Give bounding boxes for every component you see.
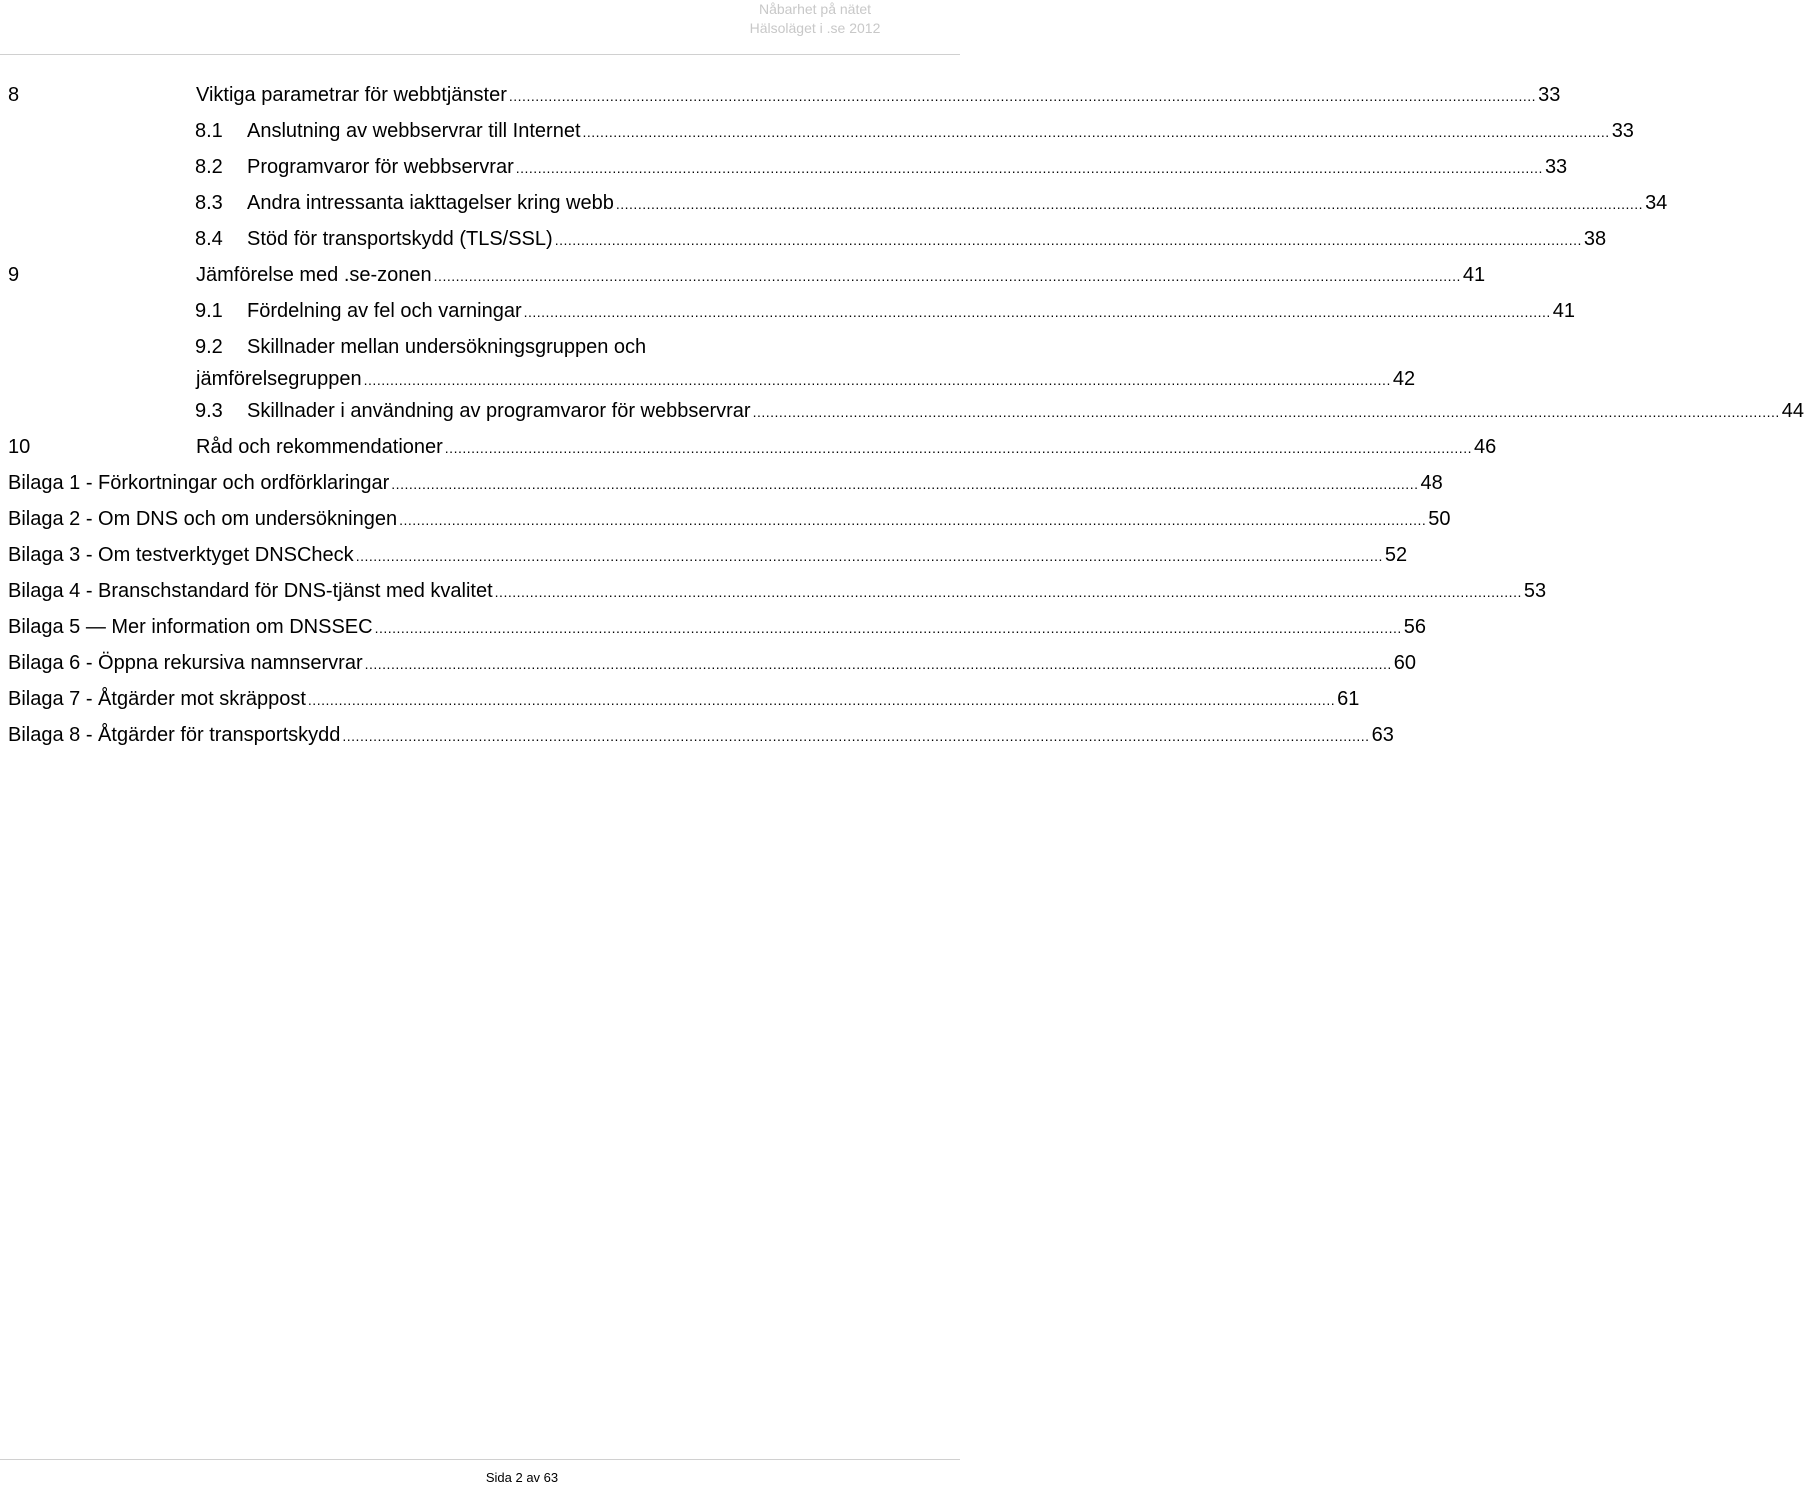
- toc-title: Råd och rekommendationer: [196, 436, 443, 458]
- toc-entry-8[interactable]: [8, 77, 1561, 113]
- toc-entry-9-1[interactable]: [8, 293, 1576, 329]
- toc-title: Bilaga 6 - Öppna rekursiva namnservrar: [8, 652, 363, 674]
- dot-leader: ..........................................................................................................................................................................................................................................: [752, 404, 1780, 420]
- page-footer: [0, 1470, 1044, 1486]
- table-of-contents: [8, 77, 1804, 753]
- toc-number: 8.3: [195, 192, 223, 214]
- toc-entry-bilaga-3[interactable]: [8, 537, 1408, 573]
- toc-title: Jämförelse med .se-zonen: [196, 264, 432, 286]
- toc-number: 9.1: [195, 300, 223, 322]
- dot-leader: ..........................................................................................................................................................................................................................................: [355, 548, 1383, 564]
- toc-title-line1: Skillnader mellan undersökningsgruppen och: [247, 336, 647, 358]
- toc-title: Bilaga 2 - Om DNS och om undersökningen: [8, 508, 398, 530]
- toc-entry-10[interactable]: [8, 429, 1497, 465]
- toc-title: Viktiga parametrar för webbtjänster: [196, 84, 507, 106]
- header-subtitle: Hälsoläget i .se 2012: [749, 20, 881, 36]
- toc-entry-9-2[interactable]: [8, 329, 1416, 393]
- toc-entry-bilaga-4[interactable]: [8, 573, 1547, 609]
- page-number-label: Sida 2 av 63: [485, 1470, 559, 1485]
- toc-title: Programvaror för webbservrar: [247, 156, 514, 178]
- dot-leader: ..........................................................................................................................................................................................................................................: [433, 268, 1461, 284]
- running-header: [670, 0, 960, 38]
- header-divider: [0, 54, 960, 55]
- toc-page-number: 52: [1384, 544, 1408, 566]
- toc-title: Anslutning av webbservrar till Internet: [247, 120, 581, 142]
- toc-number: 10: [8, 436, 31, 458]
- toc-title: Bilaga 5 — Mer information om DNSSEC: [8, 616, 373, 638]
- dot-leader: ..........................................................................................................................................................................................................................................: [307, 692, 1336, 708]
- toc-entry-8-3[interactable]: [8, 185, 1668, 221]
- toc-number: 8.4: [195, 228, 223, 250]
- toc-entry-bilaga-1[interactable]: [8, 465, 1443, 501]
- toc-entry-bilaga-8[interactable]: [8, 717, 1394, 753]
- toc-entry-8-1[interactable]: [8, 113, 1634, 149]
- dot-leader: ..........................................................................................................................................................................................................................................: [444, 440, 1472, 456]
- toc-number: 8: [8, 84, 20, 106]
- toc-number: 9.3: [195, 400, 223, 422]
- toc-page-number: 33: [1544, 156, 1568, 178]
- toc-page-number: 41: [1462, 264, 1486, 286]
- dot-leader: ..........................................................................................................................................................................................................................................: [582, 124, 1610, 140]
- toc-page-number: 34: [1645, 192, 1668, 214]
- dot-leader: ..........................................................................................................................................................................................................................................: [342, 728, 1370, 744]
- footer-divider: [0, 1459, 960, 1460]
- dot-leader: ..........................................................................................................................................................................................................................................: [364, 656, 1392, 672]
- toc-entry-bilaga-6[interactable]: [8, 645, 1417, 681]
- toc-page-number: 33: [1611, 120, 1634, 142]
- dot-leader: ..........................................................................................................................................................................................................................................: [374, 620, 1402, 636]
- toc-title: Bilaga 1 - Förkortningar och ordförklaringar: [8, 472, 390, 494]
- toc-page-number: 41: [1552, 300, 1576, 322]
- dot-leader: ..........................................................................................................................................................................................................................................: [508, 88, 1537, 104]
- toc-page-number: 50: [1428, 508, 1451, 530]
- toc-title: Bilaga 3 - Om testverktyget DNSCheck: [8, 544, 354, 566]
- dot-leader: ..........................................................................................................................................................................................................................................: [523, 304, 1551, 320]
- toc-page-number: 63: [1371, 724, 1394, 746]
- toc-title: Skillnader i användning av programvaror för webbservrar: [247, 400, 751, 422]
- toc-page-number: 53: [1523, 580, 1547, 602]
- toc-title: Bilaga 7 - Åtgärder mot skräppost: [8, 688, 306, 710]
- toc-number: 9: [8, 264, 20, 286]
- toc-page-number: 42: [1392, 368, 1416, 390]
- toc-entry-8-2[interactable]: [8, 149, 1568, 185]
- toc-entry-bilaga-7[interactable]: [8, 681, 1360, 717]
- toc-number: 9.2: [195, 336, 223, 358]
- toc-page-number: 46: [1473, 436, 1497, 458]
- toc-title: Bilaga 8 - Åtgärder för transportskydd: [8, 724, 341, 746]
- toc-entry-8-4[interactable]: [8, 221, 1607, 257]
- toc-title: Stöd för transportskydd (TLS/SSL): [247, 228, 553, 250]
- toc-title: Bilaga 4 - Branschstandard för DNS-tjänst med kvalitet: [8, 580, 493, 602]
- toc-entry-bilaga-2[interactable]: [8, 501, 1451, 537]
- toc-title-line2: jämförelsegruppen: [196, 368, 362, 390]
- toc-entry-bilaga-5[interactable]: [8, 609, 1427, 645]
- dot-leader: ..........................................................................................................................................................................................................................................: [554, 232, 1582, 248]
- dot-leader: ..........................................................................................................................................................................................................................................: [515, 160, 1543, 176]
- toc-page-number: 48: [1420, 472, 1443, 494]
- toc-page-number: 33: [1538, 84, 1561, 106]
- dot-leader: ..........................................................................................................................................................................................................................................: [399, 512, 1427, 528]
- toc-page-number: 60: [1393, 652, 1417, 674]
- header-title: Nåbarhet på nätet: [758, 1, 872, 17]
- toc-title: Andra intressanta iakttagelser kring webb: [247, 192, 614, 214]
- toc-number: 8.1: [195, 120, 223, 142]
- dot-leader: ..........................................................................................................................................................................................................................................: [391, 476, 1419, 492]
- toc-number: 8.2: [195, 156, 223, 178]
- toc-entry-9[interactable]: [8, 257, 1486, 293]
- toc-entry-9-3[interactable]: [8, 393, 1804, 429]
- toc-title: Fördelning av fel och varningar: [247, 300, 522, 322]
- toc-page-number: 44: [1781, 400, 1804, 422]
- dot-leader: ..........................................................................................................................................................................................................................................: [494, 584, 1522, 600]
- toc-page-number: 61: [1337, 688, 1360, 710]
- toc-page-number: 38: [1583, 228, 1607, 250]
- toc-page-number: 56: [1403, 616, 1427, 638]
- dot-leader: ..........................................................................................................................................................................................................................................: [615, 196, 1644, 212]
- dot-leader: ..........................................................................................................................................................................................................................................: [363, 372, 1391, 388]
